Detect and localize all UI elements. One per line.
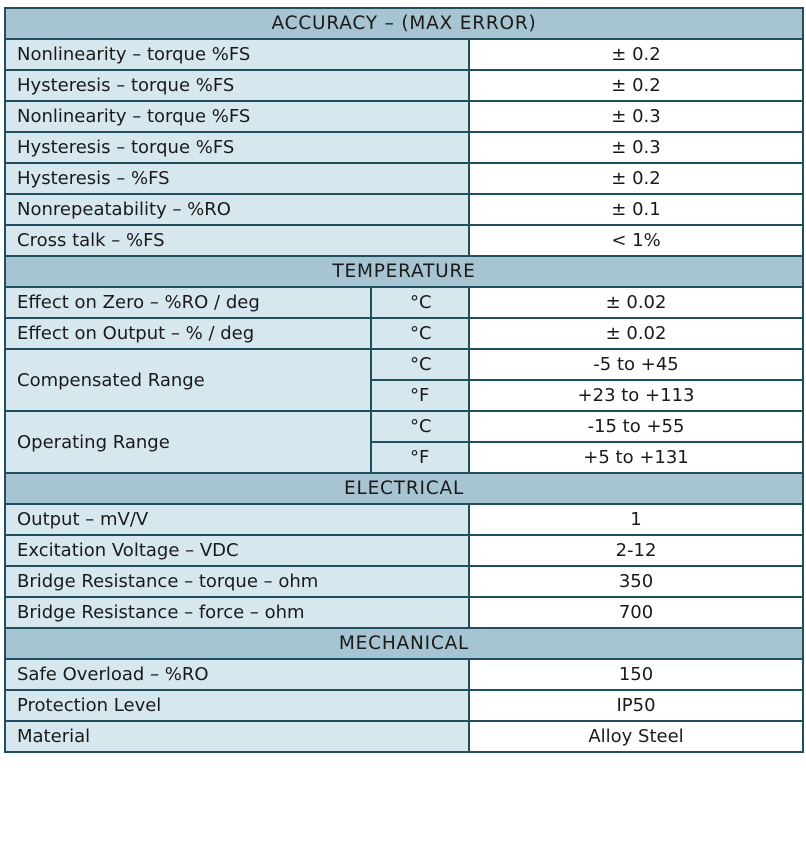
spec-label: Operating Range	[5, 411, 371, 473]
table-row	[5, 535, 803, 566]
table-row	[5, 101, 803, 132]
spec-label: Output – mV/V	[5, 504, 469, 535]
section-header-row	[5, 473, 803, 504]
spec-label: Bridge Resistance – force – ohm	[5, 597, 469, 628]
table-row	[5, 411, 803, 442]
spec-label: Nonlinearity – torque %FS	[5, 39, 469, 70]
table-row	[5, 659, 803, 690]
spec-value: ± 0.2	[469, 70, 803, 101]
table-row	[5, 39, 803, 70]
section-title-temperature: TEMPERATURE	[5, 256, 803, 287]
spec-unit: °C	[371, 318, 469, 349]
spec-value: -5 to +45	[469, 349, 803, 380]
section-title-mechanical: MECHANICAL	[5, 628, 803, 659]
table-row	[5, 225, 803, 256]
spec-value: IP50	[469, 690, 803, 721]
table-row	[5, 287, 803, 318]
spec-value: ± 0.3	[469, 132, 803, 163]
spec-value: 2-12	[469, 535, 803, 566]
section-header-row	[5, 628, 803, 659]
section-header-row	[5, 8, 803, 39]
spec-value: 700	[469, 597, 803, 628]
table-row	[5, 70, 803, 101]
table-row	[5, 349, 803, 380]
spec-label: Protection Level	[5, 690, 469, 721]
spec-label: Cross talk – %FS	[5, 225, 469, 256]
spec-value: 1	[469, 504, 803, 535]
table-row	[5, 597, 803, 628]
section-title-electrical: ELECTRICAL	[5, 473, 803, 504]
spec-value: ± 0.02	[469, 287, 803, 318]
spec-unit: °C	[371, 349, 469, 380]
spec-label: Hysteresis – %FS	[5, 163, 469, 194]
spec-value: ± 0.3	[469, 101, 803, 132]
table-row	[5, 132, 803, 163]
spec-label: Hysteresis – torque %FS	[5, 132, 469, 163]
spec-value: ± 0.02	[469, 318, 803, 349]
table-row	[5, 566, 803, 597]
spec-label: Excitation Voltage – VDC	[5, 535, 469, 566]
spec-value: -15 to +55	[469, 411, 803, 442]
spec-unit: °C	[371, 411, 469, 442]
spec-value: Alloy Steel	[469, 721, 803, 752]
spec-value: 350	[469, 566, 803, 597]
table-row	[5, 690, 803, 721]
spec-value: < 1%	[469, 225, 803, 256]
table-row	[5, 504, 803, 535]
spec-value: ± 0.2	[469, 39, 803, 70]
spec-label: Effect on Zero – %RO / deg	[5, 287, 371, 318]
spec-label: Safe Overload – %RO	[5, 659, 469, 690]
spec-label: Bridge Resistance – torque – ohm	[5, 566, 469, 597]
spec-value: ± 0.2	[469, 163, 803, 194]
spec-label: Compensated Range	[5, 349, 371, 411]
spec-value: 150	[469, 659, 803, 690]
section-title-accuracy: ACCURACY – (MAX ERROR)	[5, 8, 803, 39]
section-header-row	[5, 256, 803, 287]
spec-unit: °C	[371, 287, 469, 318]
spec-label: Hysteresis – torque %FS	[5, 70, 469, 101]
spec-label: Nonlinearity – torque %FS	[5, 101, 469, 132]
spec-label: Nonrepeatability – %RO	[5, 194, 469, 225]
table-row	[5, 318, 803, 349]
spec-value: +5 to +131	[469, 442, 803, 473]
specifications-table	[4, 7, 804, 753]
spec-value: ± 0.1	[469, 194, 803, 225]
table-row	[5, 721, 803, 752]
table-row	[5, 194, 803, 225]
spec-unit: °F	[371, 380, 469, 411]
table-row	[5, 163, 803, 194]
spec-unit: °F	[371, 442, 469, 473]
spec-label: Material	[5, 721, 469, 752]
spec-label: Effect on Output – % / deg	[5, 318, 371, 349]
spec-value: +23 to +113	[469, 380, 803, 411]
